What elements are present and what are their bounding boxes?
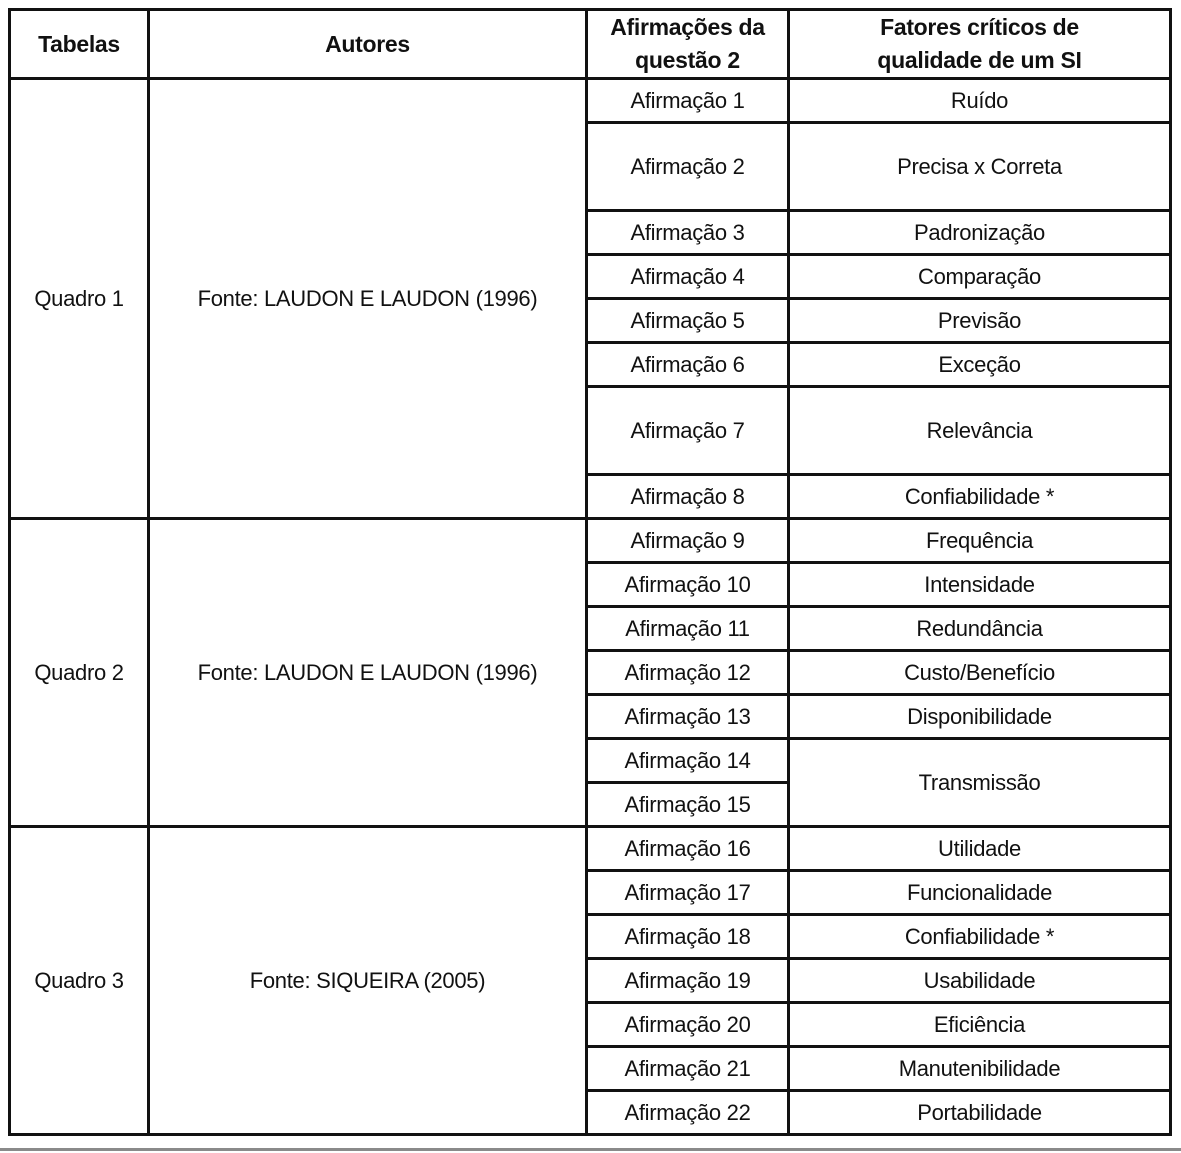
factor-cell: Disponibilidade: [789, 695, 1171, 739]
table-name-cell: Quadro 2: [10, 519, 149, 827]
factor-cell: Utilidade: [789, 827, 1171, 871]
statement-cell: Afirmação 12: [587, 651, 789, 695]
statement-cell: Afirmação 2: [587, 123, 789, 211]
statement-cell: Afirmação 8: [587, 475, 789, 519]
factor-cell: Manutenibilidade: [789, 1047, 1171, 1091]
author-cell: Fonte: SIQUEIRA (2005): [149, 827, 587, 1135]
statement-cell: Afirmação 6: [587, 343, 789, 387]
statement-cell: Afirmação 17: [587, 871, 789, 915]
statement-cell: Afirmação 14: [587, 739, 789, 783]
header-afirmacoes: Afirmações da questão 2: [587, 10, 789, 79]
author-cell: Fonte: LAUDON E LAUDON (1996): [149, 79, 587, 519]
factor-cell: Comparação: [789, 255, 1171, 299]
factor-cell: Precisa x Correta: [789, 123, 1171, 211]
factor-cell: Confiabilidade *: [789, 475, 1171, 519]
quality-factors-table: [8, 8, 1172, 1136]
factor-cell: Intensidade: [789, 563, 1171, 607]
table-row: [10, 79, 1171, 123]
factor-cell: Exceção: [789, 343, 1171, 387]
factor-cell: Portabilidade: [789, 1091, 1171, 1135]
factor-cell: Eficiência: [789, 1003, 1171, 1047]
factor-cell: Confiabilidade *: [789, 915, 1171, 959]
factor-cell: Ruído: [789, 79, 1171, 123]
table-row: [10, 827, 1171, 871]
factor-cell: Previsão: [789, 299, 1171, 343]
statement-cell: Afirmação 10: [587, 563, 789, 607]
factor-cell: Redundância: [789, 607, 1171, 651]
statement-cell: Afirmação 9: [587, 519, 789, 563]
statement-cell: Afirmação 20: [587, 1003, 789, 1047]
statement-cell: Afirmação 19: [587, 959, 789, 1003]
table-row: [10, 519, 1171, 563]
factor-cell: Funcionalidade: [789, 871, 1171, 915]
header-row: [10, 10, 1171, 79]
header-autores: Autores: [149, 10, 587, 79]
header-fatores: Fatores críticos de qualidade de um SI: [789, 10, 1171, 79]
statement-cell: Afirmação 1: [587, 79, 789, 123]
factor-cell: Frequência: [789, 519, 1171, 563]
statement-cell: Afirmação 4: [587, 255, 789, 299]
author-cell: Fonte: LAUDON E LAUDON (1996): [149, 519, 587, 827]
table-name-cell: Quadro 3: [10, 827, 149, 1135]
statement-cell: Afirmação 11: [587, 607, 789, 651]
factor-cell: Padronização: [789, 211, 1171, 255]
statement-cell: Afirmação 3: [587, 211, 789, 255]
factor-cell: Usabilidade: [789, 959, 1171, 1003]
statement-cell: Afirmação 18: [587, 915, 789, 959]
statement-cell: Afirmação 13: [587, 695, 789, 739]
factor-cell: Transmissão: [789, 739, 1171, 827]
statement-cell: Afirmação 7: [587, 387, 789, 475]
header-tabelas: Tabelas: [10, 10, 149, 79]
bottom-divider: [0, 1148, 1181, 1151]
statement-cell: Afirmação 15: [587, 783, 789, 827]
table-name-cell: Quadro 1: [10, 79, 149, 519]
statement-cell: Afirmação 22: [587, 1091, 789, 1135]
factor-cell: Relevância: [789, 387, 1171, 475]
statement-cell: Afirmação 5: [587, 299, 789, 343]
statement-cell: Afirmação 21: [587, 1047, 789, 1091]
factor-cell: Custo/Benefício: [789, 651, 1171, 695]
statement-cell: Afirmação 16: [587, 827, 789, 871]
